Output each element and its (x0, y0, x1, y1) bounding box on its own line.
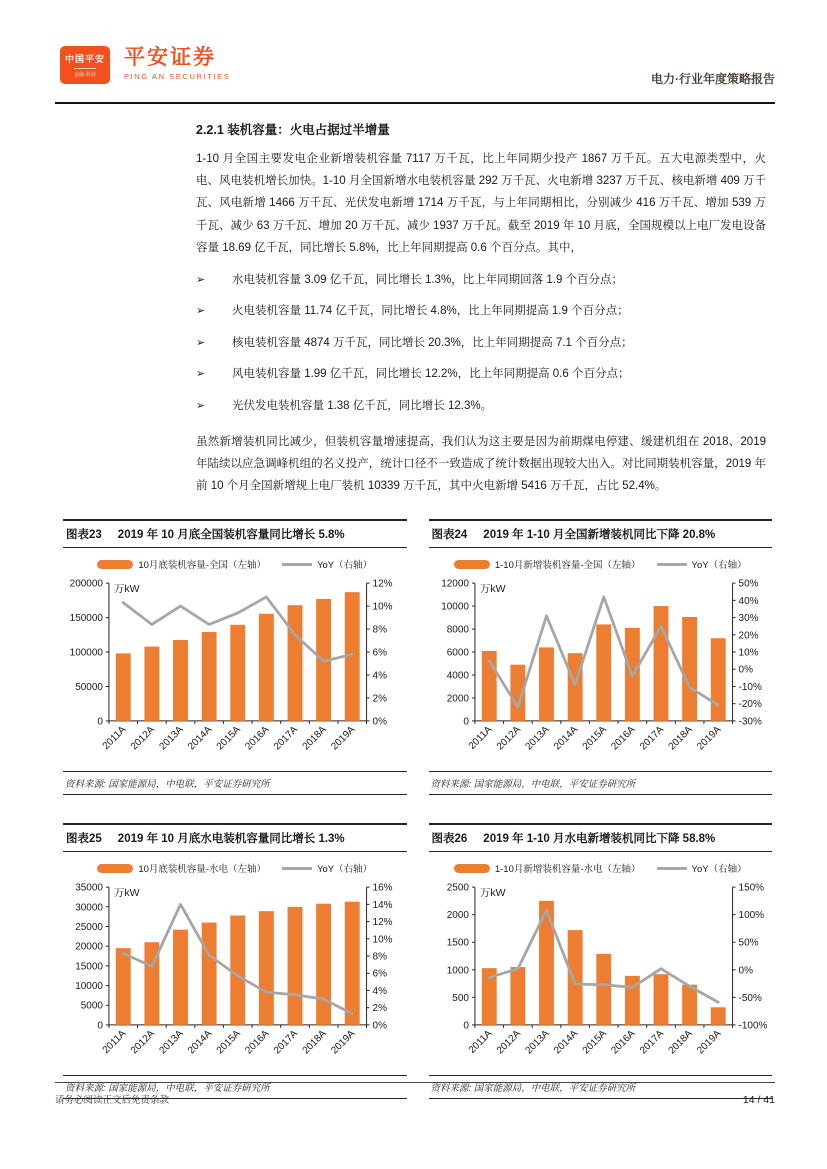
svg-text:2011A: 2011A (466, 1028, 494, 1056)
badge-text: 中国平安 (64, 54, 105, 64)
svg-text:200000: 200000 (69, 578, 103, 590)
svg-text:2%: 2% (372, 1003, 387, 1015)
line-legend-swatch (282, 867, 312, 870)
svg-text:2018A: 2018A (300, 1028, 329, 1057)
svg-text:10%: 10% (372, 601, 393, 613)
svg-text:2011A: 2011A (100, 1028, 129, 1056)
line-legend-label: YoY（右轴） (317, 864, 373, 875)
list-item (196, 304, 766, 320)
svg-text:50%: 50% (738, 578, 759, 590)
charts-grid (63, 519, 772, 1099)
svg-text:2014A: 2014A (551, 1028, 580, 1057)
svg-text:2016A: 2016A (243, 1028, 272, 1057)
pingan-badge-icon (60, 46, 110, 84)
page-number: 14 / 41 (742, 1094, 775, 1106)
list-item (196, 336, 766, 352)
badge-subtext: 金融·科技 (74, 68, 96, 78)
chart-26-title (429, 823, 773, 852)
svg-text:12000: 12000 (440, 578, 469, 590)
section-title (196, 120, 766, 138)
chart-label: 图表25 (66, 833, 102, 845)
svg-text:2011A: 2011A (100, 724, 129, 752)
chart-title-text: 2019 年 10 月底水电装机容量同比增长 1.3% (117, 833, 345, 845)
svg-text:20000: 20000 (75, 941, 103, 953)
chart-title-text: 2019 年 10 月底全国装机容量同比增长 5.8% (117, 529, 345, 541)
chart-24-legend (429, 557, 773, 571)
svg-text:6000: 6000 (446, 647, 469, 659)
bar-legend-label: 1-10月新增装机容量-全国（左轴） (494, 560, 641, 571)
bar-legend-swatch (97, 560, 133, 569)
section-number: 2.2.1 (196, 123, 224, 137)
svg-text:2017A: 2017A (271, 724, 301, 753)
line-legend-swatch (657, 563, 687, 566)
svg-text:10%: 10% (738, 647, 759, 659)
svg-text:100%: 100% (738, 910, 764, 922)
line-legend-label: YoY（右轴） (691, 560, 747, 571)
arrow-bullet-icon: ➢ (196, 336, 206, 349)
header-divider (55, 102, 775, 104)
svg-text:2013A: 2013A (157, 1028, 186, 1057)
chart-25-legend (63, 861, 407, 875)
svg-text:4000: 4000 (446, 670, 469, 682)
svg-text:2012A: 2012A (494, 1028, 523, 1057)
svg-text:6%: 6% (372, 647, 387, 659)
pingan-logo (60, 46, 230, 84)
svg-text:2013A: 2013A (522, 1028, 552, 1057)
chart-title-text: 2019 年 1-10 月全国新增装机同比下降 20.8% (483, 529, 716, 541)
chart-24-source: 资料来源: 国家能源局，中电联，平安证券研究所 (429, 771, 773, 795)
arrow-bullet-icon: ➢ (196, 400, 206, 412)
arrow-bullet-icon: ➢ (196, 273, 206, 286)
svg-text:2019A: 2019A (329, 724, 358, 753)
svg-text:2019A: 2019A (694, 724, 723, 753)
svg-text:2014A: 2014A (186, 1028, 215, 1057)
brand-block (124, 46, 230, 81)
svg-text:0: 0 (97, 1020, 103, 1032)
svg-text:2015A: 2015A (214, 1028, 243, 1057)
svg-text:2%: 2% (372, 693, 387, 705)
svg-text:2018A: 2018A (300, 724, 329, 753)
bullet-text: 水电装机容量 3.09 亿千瓦，同比增长 1.3%，比上年同期回落 1.9 个百分点； (232, 273, 624, 286)
svg-text:2016A: 2016A (243, 724, 272, 753)
svg-text:2016A: 2016A (608, 724, 637, 753)
svg-text:2013A: 2013A (522, 724, 552, 753)
svg-text:40%: 40% (738, 595, 759, 607)
brand-name: 平安证券 (124, 46, 216, 69)
chart-24-title (429, 519, 773, 548)
chart-23-title (63, 519, 407, 548)
svg-text:4%: 4% (372, 985, 387, 997)
chart-24-plot (429, 573, 773, 769)
chart-title-text: 2019 年 1-10 月水电新增装机同比下降 58.8% (483, 833, 716, 845)
svg-text:150000: 150000 (69, 613, 103, 625)
bullet-list (196, 273, 766, 415)
paragraph-2: 虽然新增装机同比减少，但装机容量增速提高，我们认为这主要是因为前期煤电停建、缓建机组在 2018、2019 年陆续以应急调峰机组的名义投产，统计口径不一致造成了统计数据出现较大出入。对比同期装机容量，2019 年前 10 个月全国新增规上电厂装机 10339 万千瓦，其中火电新增 5416 万千瓦，占比 52.4%。 (196, 435, 766, 492)
svg-text:2017A: 2017A (271, 1028, 301, 1057)
svg-text:10%: 10% (372, 934, 393, 946)
svg-text:2012A: 2012A (128, 1028, 157, 1057)
svg-text:4%: 4% (372, 670, 387, 682)
svg-text:万kW: 万kW (479, 888, 506, 900)
svg-text:2019A: 2019A (329, 1028, 358, 1057)
chart-23-legend (63, 557, 407, 571)
svg-text:0: 0 (97, 716, 103, 728)
chart-25-title (63, 823, 407, 852)
bar-legend-swatch (454, 864, 490, 873)
list-item (196, 273, 766, 289)
svg-text:2018A: 2018A (666, 724, 695, 753)
paragraph-1: 1-10 月全国主要发电企业新增装机容量 7117 万千瓦，比上年同期少投产 1867 万千瓦。五大电源类型中，火电、风电装机增长加快。1-10 月全国新增水电装机容量 292 万千瓦、火电新增 3237 万千瓦、核电新增 409 万千瓦、风电新增 1466 万千瓦、光伏发电新增 1714 万千瓦，与上年同期相比，分别减少 416 万千瓦、增加 539 万千瓦、减少 63 万千瓦、增加 20 万千瓦、减少 1937 万千瓦。截至 2019 年 10 月底，全国规模以上电厂发电设备容量 18.69 亿千瓦，同比增长 5.8%，比上年同期提高 0.6 个百分点。其中， (196, 153, 766, 254)
chart-23-source: 资料来源: 国家能源局，中电联，平安证券研究所 (63, 771, 407, 795)
section-heading-text: 装机容量：火电占据过半增量 (227, 123, 390, 137)
svg-text:2015A: 2015A (580, 1028, 609, 1057)
svg-text:1500: 1500 (446, 937, 469, 949)
svg-text:万kW: 万kW (479, 584, 506, 596)
svg-text:2019A: 2019A (694, 1028, 723, 1057)
list-item (196, 399, 766, 415)
svg-text:2000: 2000 (446, 693, 469, 705)
svg-text:50%: 50% (738, 937, 759, 949)
chart-26-block (429, 823, 773, 1099)
svg-text:2012A: 2012A (494, 724, 523, 753)
chart-25-block (63, 823, 407, 1099)
page-header (60, 46, 775, 87)
svg-text:14%: 14% (372, 899, 393, 911)
page-footer (55, 1082, 775, 1106)
body-text (196, 112, 766, 507)
svg-text:2015A: 2015A (214, 724, 243, 753)
svg-text:0%: 0% (738, 965, 753, 977)
svg-text:12%: 12% (372, 917, 393, 929)
svg-text:-10%: -10% (738, 681, 762, 693)
svg-text:8000: 8000 (446, 624, 469, 636)
svg-text:-50%: -50% (738, 992, 762, 1004)
svg-text:2014A: 2014A (186, 724, 215, 753)
svg-text:2000: 2000 (446, 910, 469, 922)
svg-text:0%: 0% (372, 716, 387, 728)
svg-text:-30%: -30% (738, 716, 762, 728)
line-legend-swatch (657, 867, 687, 870)
svg-text:0%: 0% (372, 1020, 387, 1032)
svg-text:100000: 100000 (69, 647, 103, 659)
chart-label: 图表24 (431, 529, 468, 541)
chart-23-block (63, 519, 407, 795)
svg-text:-100%: -100% (738, 1020, 767, 1032)
arrow-bullet-icon: ➢ (196, 305, 206, 318)
chart-25-source: 资料来源: 国家能源局，中电联，平安证券研究所 (63, 1075, 407, 1099)
line-legend-swatch (282, 563, 312, 566)
svg-text:6%: 6% (372, 968, 387, 980)
bullet-text: 核电装机容量 4874 万千瓦，同比增长 20.3%，比上年同期提高 7.1 个百分点； (232, 336, 633, 349)
bar-legend-swatch (454, 560, 490, 569)
brand-name-en: PING AN SECURITIES (124, 72, 231, 82)
bar-legend-label: 1-10月新增装机容量-水电（左轴） (494, 864, 641, 875)
list-item (196, 367, 766, 383)
svg-text:0%: 0% (738, 664, 753, 676)
footer-disclaimer: 请务必阅读正文后免责条款 (55, 1095, 170, 1106)
svg-text:30%: 30% (738, 613, 759, 625)
svg-text:25000: 25000 (75, 921, 103, 933)
chart-26-source: 资料来源: 国家能源局，中电联，平安证券研究所 (429, 1075, 773, 1099)
svg-text:500: 500 (451, 992, 469, 1004)
report-type-label: 电力·行业年度策略报告 (651, 72, 775, 86)
chart-label: 图表26 (431, 833, 468, 845)
bar-legend-swatch (97, 864, 133, 873)
svg-text:20%: 20% (738, 630, 759, 642)
svg-text:-20%: -20% (738, 699, 762, 711)
line-legend-label: YoY（右轴） (317, 560, 373, 571)
svg-text:150%: 150% (738, 882, 764, 894)
svg-text:35000: 35000 (75, 882, 103, 894)
svg-text:2016A: 2016A (608, 1028, 637, 1057)
bullet-text: 火电装机容量 11.74 亿千瓦，同比增长 4.8%，比上年同期提高 1.9 个百分点； (232, 305, 629, 318)
chart-23-plot (63, 573, 407, 769)
svg-text:2018A: 2018A (666, 1028, 695, 1057)
svg-text:50000: 50000 (75, 681, 103, 693)
bar-legend-label: 10月底装机容量-全国（左轴） (138, 560, 267, 571)
svg-text:2011A: 2011A (466, 724, 494, 752)
svg-text:2014A: 2014A (551, 724, 580, 753)
svg-text:万kW: 万kW (113, 584, 140, 596)
svg-text:12%: 12% (372, 578, 393, 590)
chart-24-block (429, 519, 773, 795)
line-legend-label: YoY（右轴） (691, 864, 747, 875)
chart-25-plot (63, 877, 407, 1073)
svg-text:10000: 10000 (75, 981, 103, 993)
svg-text:2500: 2500 (446, 882, 469, 894)
chart-label: 图表23 (66, 529, 102, 541)
svg-text:0: 0 (462, 1020, 469, 1032)
arrow-bullet-icon: ➢ (196, 368, 206, 381)
svg-text:0: 0 (462, 716, 469, 728)
chart-26-plot (429, 877, 773, 1073)
svg-text:5000: 5000 (80, 1000, 103, 1012)
bullet-text: 风电装机容量 1.99 亿千瓦，同比增长 12.2%，比上年同期提高 0.6 个百分点； (232, 368, 630, 381)
bullet-text: 光伏发电装机容量 1.38 亿千瓦，同比增长 12.3%。 (232, 400, 493, 412)
svg-text:16%: 16% (372, 882, 393, 894)
svg-text:30000: 30000 (75, 902, 103, 914)
chart-26-legend (429, 861, 773, 875)
svg-text:1000: 1000 (446, 965, 469, 977)
svg-text:8%: 8% (372, 951, 387, 963)
svg-text:2017A: 2017A (637, 724, 666, 753)
svg-text:2015A: 2015A (580, 724, 609, 753)
svg-text:8%: 8% (372, 624, 387, 636)
svg-text:2013A: 2013A (157, 724, 186, 753)
svg-text:10000: 10000 (440, 601, 469, 613)
svg-text:2017A: 2017A (637, 1028, 666, 1057)
bar-legend-label: 10月底装机容量-水电（左轴） (138, 864, 267, 875)
svg-text:15000: 15000 (75, 961, 103, 973)
svg-text:2012A: 2012A (128, 724, 157, 753)
svg-text:万kW: 万kW (113, 888, 140, 900)
